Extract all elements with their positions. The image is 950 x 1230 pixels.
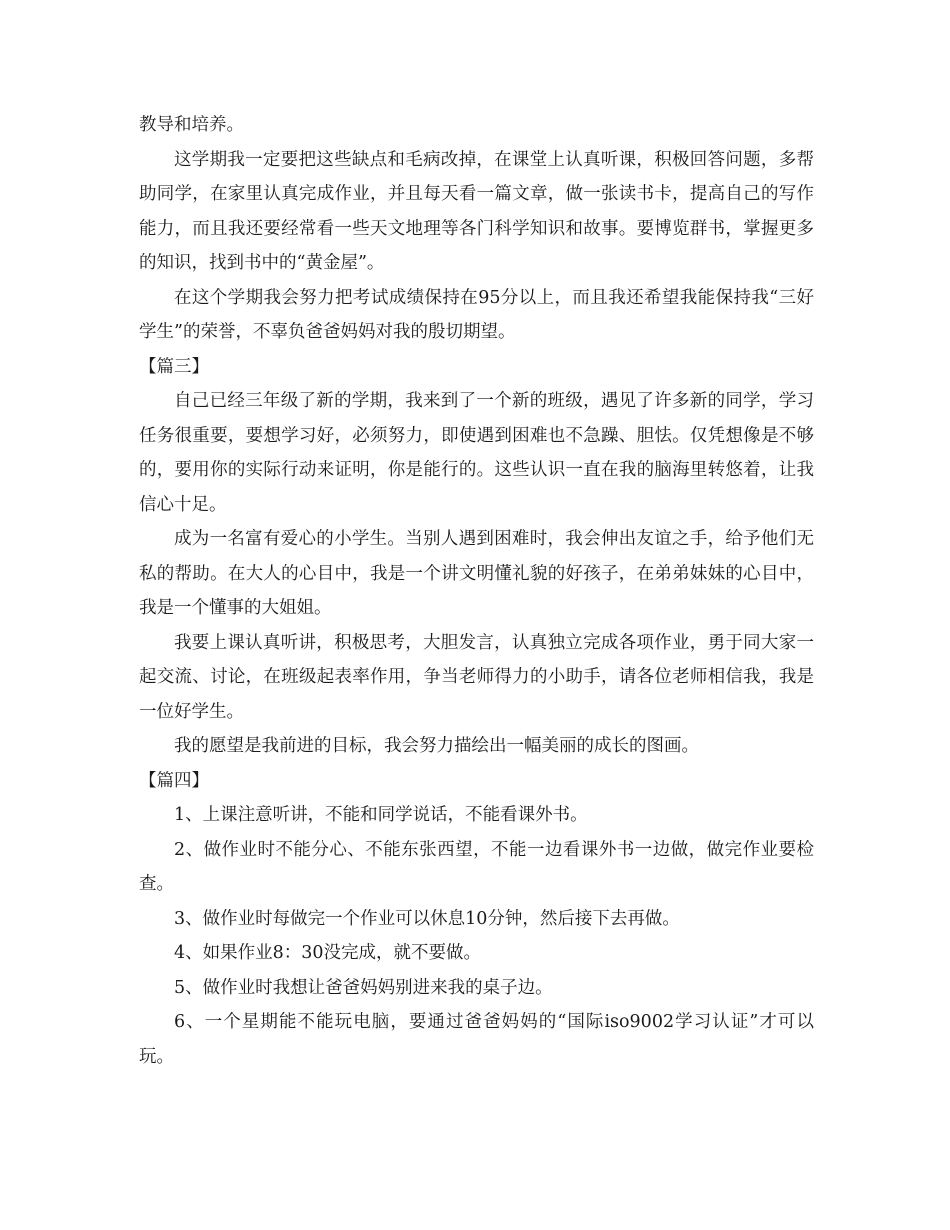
paragraph: 在这个学期我会努力把考试成绩保持在95分以上，而且我还希望我能保持我“三好学生”的荣誉，不辜负爸爸妈妈对我的殷切期望。 [139,287,814,342]
paragraph: 我的愿望是我前进的目标，我会努力描绘出一幅美丽的成长的图画。 [174,736,699,756]
list-item: 1、上课注意听讲，不能和同学说话，不能看课外书。 [174,805,588,825]
list-item: 4、如果作业8：30没完成，就不要做。 [174,943,482,963]
list-item: 2、做作业时不能分心、不能东张西望，不能一边看课外书一边做，做完作业要检查。 [139,839,814,894]
section-heading-part-four: 【篇四】 [139,770,209,791]
paragraph-continuation: 教导和培养。 [139,115,244,135]
list-item: 3、做作业时每做完一个作业可以休息10分钟，然后接下去再做。 [174,908,680,929]
paragraph: 成为一名富有爱心的小学生。当别人遇到困难时，我会伸出友谊之手，给予他们无私的帮助。在大人的心目中，我是一个讲文明懂礼貌的好孩子，在弟弟妹妹的心目中，我是一个懂事的大姐姐。 [139,529,814,618]
document-body [139,108,814,1074]
paragraph: 这学期我一定要把这些缺点和毛病改掉，在课堂上认真听课，积极回答问题，多帮助同学，在家里认真完成作业，并且每天看一篇文章，做一张读书卡，提高自己的写作能力，而且我还要经常看一些天文地理等各门科学知识和故事。要博览群书，掌握更多的知识，找到书中的“黄金屋”。 [139,149,814,273]
list-item: 5、做作业时我想让爸爸妈妈别进来我的桌子边。 [174,977,553,998]
paragraph: 自己已经三年级了新的学期，我来到了一个新的班级，遇见了许多新的同学，学习任务很重要，要想学习好，必须努力，即使遇到困难也不急躁、胆怯。仅凭想像是不够的，要用你的实际行动来证明，你是能行的。这些认识一直在我的脑海里转悠着，让我信心十足。 [139,391,814,515]
paragraph: 我要上课认真听讲，积极思考，大胆发言，认真独立完成各项作业，勇于同大家一起交流、讨论，在班级起表率作用，争当老师得力的小助手，请各位老师相信我，我是一位好学生。 [139,632,814,722]
list-item: 6、一个星期能不能玩电脑，要通过爸爸妈妈的“国际iso9002学习认证”才可以玩。 [139,1012,814,1067]
section-heading-part-three: 【篇三】 [139,356,209,377]
